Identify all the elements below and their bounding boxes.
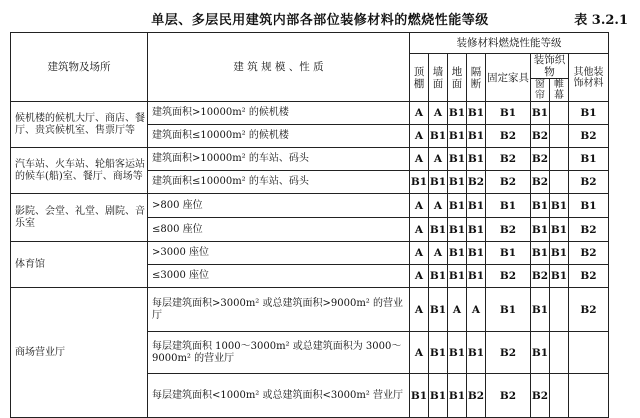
grade-cell: B1 [448,218,467,242]
grade-cell: B1 [486,242,531,265]
grade-cell: B1 [531,102,550,125]
grade-cell: B1 [410,171,429,194]
header-grade: 装修材料燃烧性能等级 [410,33,609,54]
grade-cell: B2 [486,171,531,194]
grade-cell: B1 [531,242,550,265]
grade-cell: B1 [448,171,467,194]
grade-cell: B2 [486,125,531,148]
table-title: 单层、多层民用建筑内部各部位装修材料的燃烧性能等级 [151,13,489,28]
building-type: 候机楼的候机大厅、商店、餐厅、贵宾候机室、售票厅等 [11,102,148,148]
grade-cell: B1 [429,125,448,148]
table-body [11,102,609,418]
grade-cell: B2 [569,171,609,194]
grade-cell: B2 [467,374,486,418]
grade-cell: B2 [486,265,531,288]
grade-cell: B1 [448,242,467,265]
grade-cell: B2 [569,288,609,332]
building-spec: 每层建筑面积<1000m² 或总建筑面积<3000m² 营业厅 [148,374,410,418]
building-spec: 每层建筑面积>3000m² 或总建筑面积>9000m² 的营业厅 [148,288,410,332]
grade-cell: B1 [531,194,550,218]
header-floor: 地面 [448,54,467,102]
grade-cell: B2 [486,148,531,171]
grade-cell: B1 [448,332,467,374]
grade-cell: A [429,242,448,265]
building-spec: 每层建筑面积 1000～3000m² 或总建筑面积为 3000～9000m² 的营业厅 [148,332,410,374]
header-wall: 墙面 [429,54,448,102]
grade-cell: B1 [550,218,569,242]
grade-cell: A [410,148,429,171]
grade-cell: A [410,332,429,374]
grade-cell: A [429,194,448,218]
grade-cell: B2 [569,218,609,242]
grade-cell: B2 [531,125,550,148]
grade-cell: B1 [550,194,569,218]
grade-cell: A [429,102,448,125]
grade-cell: B1 [448,102,467,125]
grade-cell: B2 [486,332,531,374]
grade-cell: B2 [531,265,550,288]
building-type: 汽车站、火车站、轮船客运站的候车(船)室、餐厅、商场等 [11,148,148,194]
grade-cell: B1 [467,218,486,242]
grade-cell: B2 [569,265,609,288]
grade-cell: A [410,242,429,265]
table-row [11,148,609,171]
grade-cell: A [410,218,429,242]
grade-cell: B2 [531,148,550,171]
grade-cell: B1 [486,288,531,332]
grade-cell: B1 [550,242,569,265]
grade-cell: B1 [531,218,550,242]
header-furniture: 固定家具 [486,54,531,102]
grade-cell: B2 [467,171,486,194]
grade-cell: B1 [569,194,609,218]
grade-cell: B1 [569,148,609,171]
grade-cell [550,125,569,148]
header-ceiling: 顶棚 [410,54,429,102]
grade-cell: B1 [429,332,448,374]
table-row [11,194,609,218]
grade-cell: B1 [467,332,486,374]
building-type: 体育馆 [11,242,148,288]
building-type: 影院、会堂、礼堂、剧院、音乐室 [11,194,148,242]
grade-cell: B1 [448,194,467,218]
grade-cell: B1 [429,171,448,194]
table-row [11,242,609,265]
grade-cell: B1 [429,265,448,288]
building-spec: ≤800 座位 [148,218,410,242]
grade-cell [569,332,609,374]
building-spec: >800 座位 [148,194,410,218]
grade-cell: B2 [569,125,609,148]
building-spec: 建筑面积≤10000m² 的候机楼 [148,125,410,148]
grade-cell [550,102,569,125]
header-other: 其他装饰材料 [569,54,609,102]
grade-cell: B1 [410,374,429,418]
table-row [11,288,609,332]
header-drape: 帷幕 [550,79,569,102]
grade-cell [550,288,569,332]
header-partition: 隔断 [467,54,486,102]
grade-cell: B1 [448,374,467,418]
grade-cell: B1 [550,265,569,288]
grade-cell [569,374,609,418]
grade-cell: B1 [569,102,609,125]
grade-cell: A [410,265,429,288]
grade-cell: A [448,288,467,332]
grade-cell [550,171,569,194]
grade-cell: B1 [448,148,467,171]
table-number: 表 3.2.1 [574,13,628,28]
grade-cell: A [429,148,448,171]
grade-cell: B1 [467,194,486,218]
grade-cell [550,332,569,374]
grade-cell: B2 [486,218,531,242]
grade-cell: B1 [531,332,550,374]
grade-cell: B1 [429,218,448,242]
grade-cell: A [410,125,429,148]
fire-rating-table [10,32,609,418]
building-spec: 建筑面积>10000m² 的候机楼 [148,102,410,125]
grade-cell: A [410,102,429,125]
header-building: 建筑物及场所 [11,33,148,102]
grade-cell: B1 [467,242,486,265]
grade-cell: B2 [531,374,550,418]
grade-cell: B1 [467,148,486,171]
building-spec: ≤3000 座位 [148,265,410,288]
grade-cell: B1 [467,102,486,125]
grade-cell: A [467,288,486,332]
grade-cell: B1 [429,288,448,332]
grade-cell: B1 [486,194,531,218]
header-curtain: 窗帘 [531,79,550,102]
grade-cell: A [410,194,429,218]
grade-cell [550,148,569,171]
building-type: 商场营业厅 [11,288,148,418]
grade-cell: B1 [467,125,486,148]
grade-cell: B1 [467,265,486,288]
grade-cell: B1 [486,102,531,125]
header-textile: 装饰织物 [531,54,569,79]
grade-cell: B2 [486,374,531,418]
building-spec: 建筑面积≤10000m² 的车站、码头 [148,171,410,194]
header-spec: 建 筑 规 模 、性 质 [148,33,410,102]
grade-cell: B1 [448,265,467,288]
building-spec: 建筑面积>10000m² 的车站、码头 [148,148,410,171]
grade-cell: B2 [531,171,550,194]
grade-cell: B1 [531,288,550,332]
grade-cell: B2 [569,242,609,265]
grade-cell: A [410,288,429,332]
grade-cell: B1 [448,125,467,148]
building-spec: >3000 座位 [148,242,410,265]
grade-cell: B1 [429,374,448,418]
table-row [11,102,609,125]
grade-cell [550,374,569,418]
